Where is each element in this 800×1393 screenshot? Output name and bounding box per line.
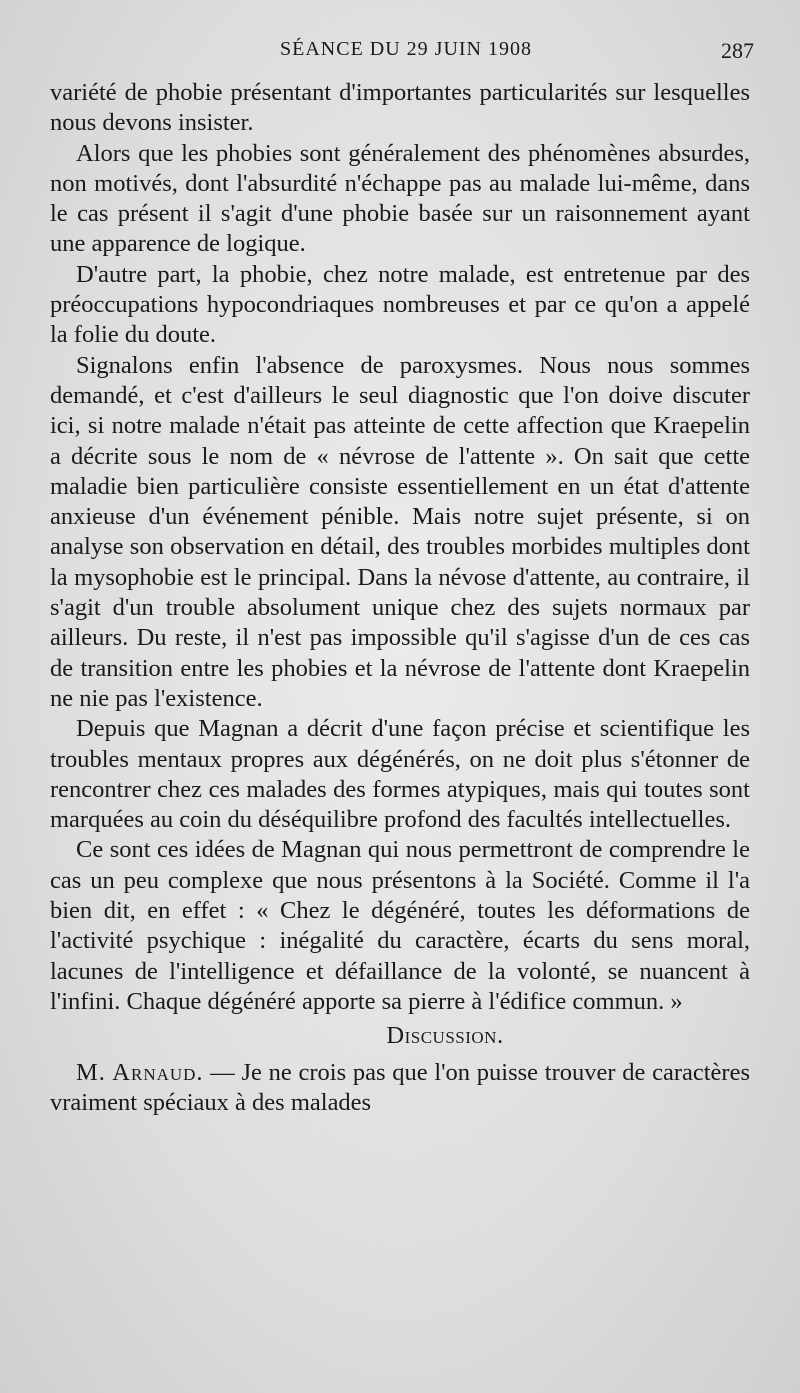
section-heading: Discussion. [386, 1022, 504, 1050]
page-header [50, 38, 762, 70]
paragraph-6: Ce sont ces idées de Magnan qui nous permettront de comprendre le cas un peu complexe que nous présentons à la Société. Comme il l'a bien dit, en effet : « Chez le dégénéré, toutes les déformations de l'activité psychique : inégalité du caractère, écarts du sens moral, lacunes de l'intelligence et défaillance de la volonté, se nuancent à l'infini. Chaque dégénéré apporte sa pierre à l'édifice commun. » [50, 836, 750, 1015]
running-head: SÉANCE DU 29 JUIN 1908 [280, 38, 532, 60]
body-text [50, 78, 750, 1118]
paragraph-5: Depuis que Magnan a décrit d'une façon précise et scientifique les troubles mentaux propres aux dégénérés, on ne doit plus s'étonner de rencontrer chez ces malades des formes atypiques, mais qui toutes sont marquées au coin du déséquilibre profond des facultés intellectuelles. [50, 715, 750, 834]
paragraph-3: D'autre part, la phobie, chez notre malade, est entretenue par des préoccupations hypocondriaques nombreuses et par ce qu'on a appelé la folie du doute. [50, 260, 750, 349]
paragraph-1: variété de phobie présentant d'importantes particularités sur lesquelles nous devons insister. [50, 79, 750, 137]
paragraph-2: Alors que les phobies sont généralement des phénomènes absurdes, non motivés, dont l'absurdité n'échappe pas au malade lui-même, dans le cas présent il s'agit d'une phobie basée sur un raisonnement ayant une apparence de logique. [50, 139, 750, 258]
page-number: 287 [721, 38, 754, 63]
paragraph-7 [50, 1058, 750, 1119]
paragraph-4: Signalons enfin l'absence de paroxysmes. Nous nous sommes demandé, et c'est d'ailleurs le seul diagnostic que l'on doive discuter ici, si notre malade n'était pas atteinte de cette affection que Kraepelin a décrite sous le nom de « névrose de l'attente ». On sait que cette maladie bien particulière consiste essentiellement en un état d'attente anxieuse d'un événement pénible. Mais notre sujet présente, si on analyse son observation en détail, des troubles morbides multiples dont la mysophobie est le principal. Dans la névose d'attente, au contraire, il s'agit d'un trouble absolument unique chez des sujets normaux par ailleurs. Du reste, il n'est pas impossible qu'il s'agisse d'un de ces cas de transition entre les phobies et la névrose de l'attente dont Kraepelin ne nie pas l'existence. [50, 351, 750, 712]
paragraph-7-text: — Je ne crois pas que l'on puisse trouver de caractères vraiment spéciaux à des malades [50, 1058, 750, 1116]
speaker-name: M. Arnaud. [76, 1058, 204, 1086]
